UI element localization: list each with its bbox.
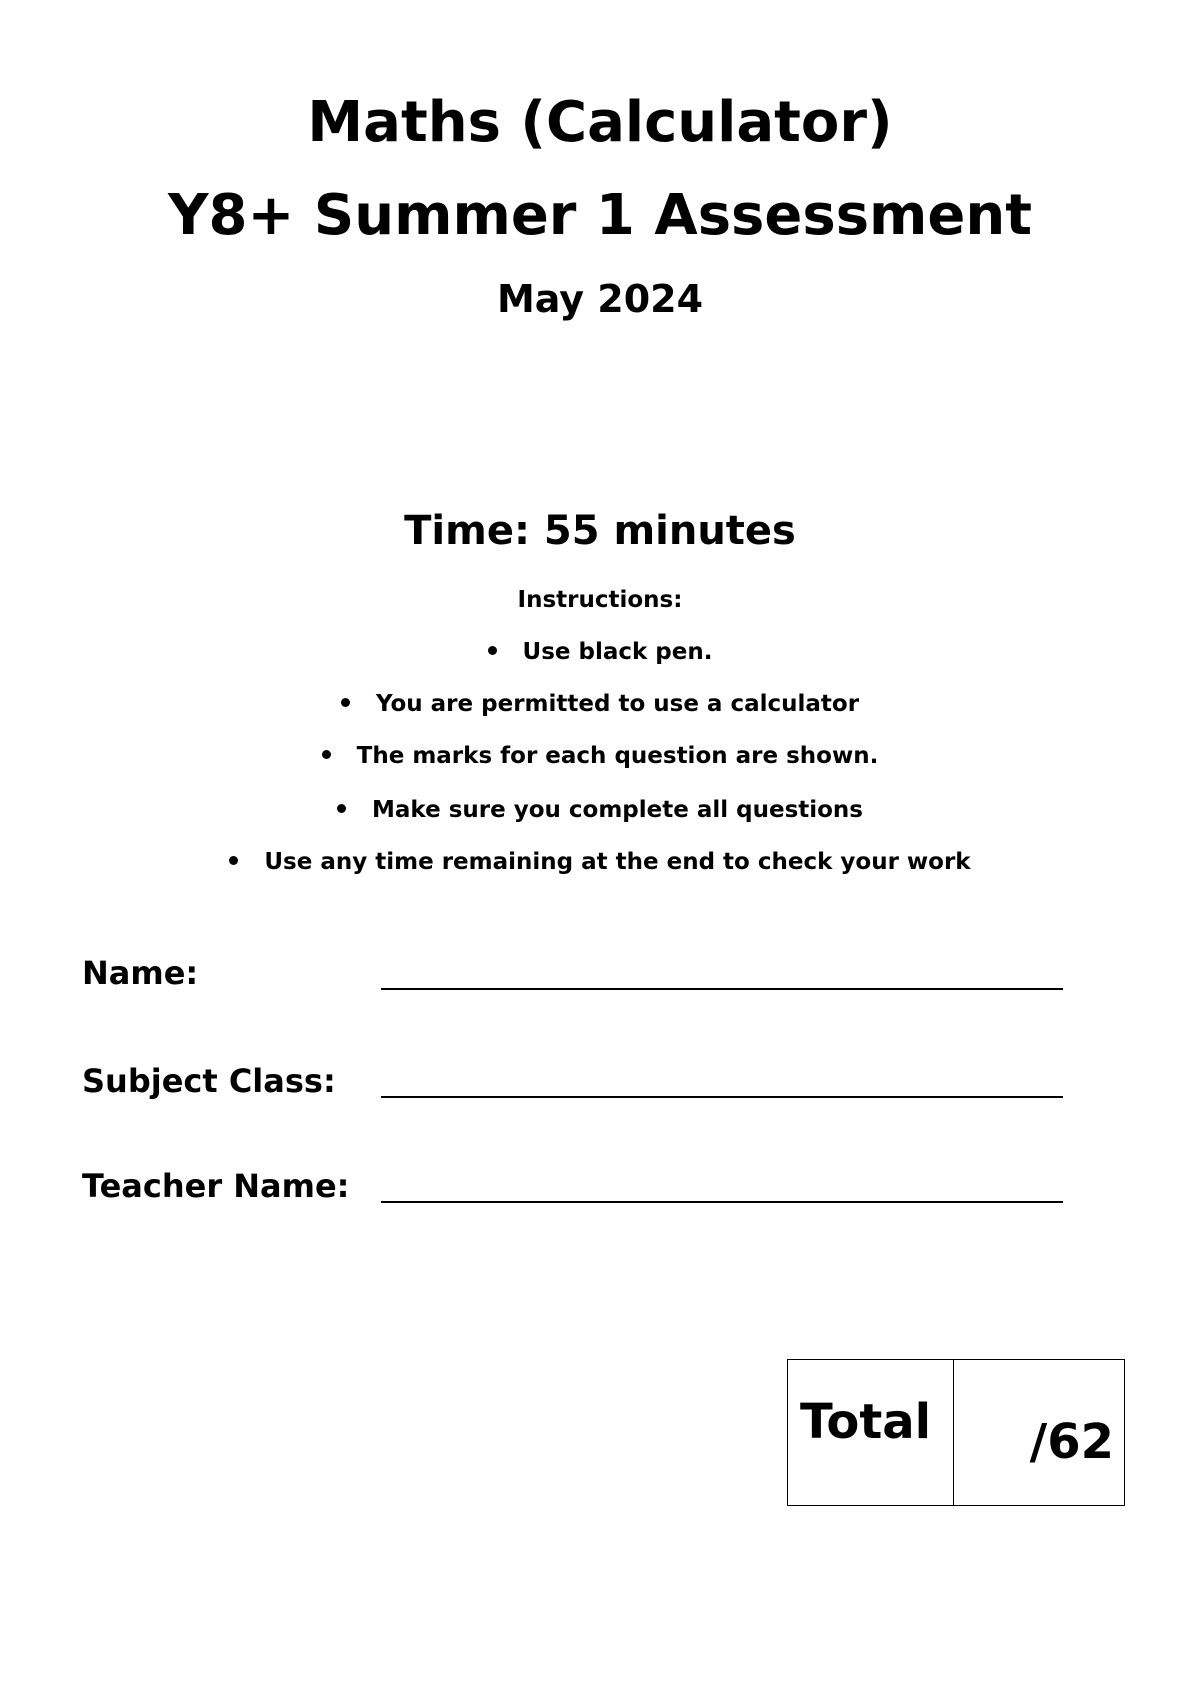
- name-field[interactable]: [381, 988, 1063, 990]
- instruction-item: [0, 742, 1200, 770]
- total-score-box: [787, 1359, 1125, 1506]
- teacher-name-label: Teacher Name:: [82, 1167, 350, 1205]
- assessment-title: Y8+ Summer 1 Assessment: [167, 183, 1032, 248]
- name-label: Name:: [82, 954, 199, 992]
- bullet-icon: [322, 750, 331, 759]
- instructions-heading: Instructions:: [517, 587, 683, 613]
- exam-date: May 2024: [496, 277, 704, 321]
- bullet-icon: [488, 646, 497, 655]
- instruction-text: The marks for each question are shown.: [356, 743, 879, 769]
- instruction-text: You are permitted to use a calculator: [375, 691, 860, 717]
- subject-class-label: Subject Class:: [82, 1062, 336, 1100]
- total-label: Total: [800, 1394, 932, 1450]
- instruction-item: [0, 690, 1200, 718]
- bullet-icon: [337, 804, 346, 813]
- subject-class-field[interactable]: [381, 1096, 1063, 1098]
- total-score: /62: [1029, 1414, 1114, 1470]
- instruction-item: [0, 848, 1200, 876]
- instruction-item: [0, 638, 1200, 666]
- subject-title: Maths (Calculator): [307, 90, 893, 155]
- bullet-icon: [229, 856, 238, 865]
- total-score-cell[interactable]: [954, 1360, 1124, 1505]
- teacher-name-field[interactable]: [381, 1201, 1063, 1203]
- instruction-item: [0, 796, 1200, 824]
- bullet-icon: [341, 698, 350, 707]
- time-allowed: Time: 55 minutes: [404, 508, 796, 554]
- total-label-cell: [788, 1360, 954, 1505]
- instruction-text: Use black pen.: [522, 639, 713, 665]
- instruction-text: Make sure you complete all questions: [372, 797, 863, 823]
- instruction-text: Use any time remaining at the end to check your work: [264, 849, 971, 875]
